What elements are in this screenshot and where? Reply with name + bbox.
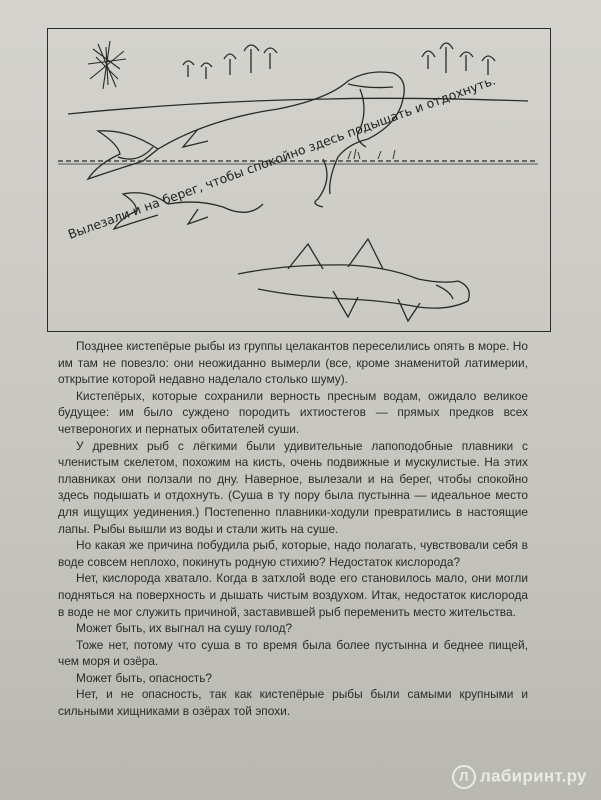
fish-landing-drawing [48,29,551,332]
horizon-line [68,98,528,114]
illustration-caption: Вылезали и на берег, чтобы спокойно здесь подышать и отдохнуть. [65,72,498,242]
paragraph: Но какая же причина побудила рыб, которые, надо полагать, чувствовали себя в воде совсем неплохо, покинуть родную стихию? Недостаток кислорода? [58,538,528,569]
paragraph: Может быть, их выгнал на сушу голод? [76,621,293,636]
upper-fish [88,72,404,207]
distant-trees [183,43,495,79]
watermark [452,765,587,789]
body-text [58,338,528,720]
paragraph: Нет, кислорода хватало. Когда в затхлой воде его становилось мало, они могли подняться на поверхность и дышать чистым воздухом. Итак, недостаток кислорода в воде не мог служить причиной, заставившей рыб переменить место жительства. [58,571,528,619]
illustration-frame [47,28,551,332]
paragraph: Позднее кистепёрые рыбы из группы целакантов переселились опять в море. Но им там не повезло: они неожиданно вымерли (все, кроме знаменитой латимерии, открытие которой недавно наделало столько шуму). [58,339,528,387]
paragraph: Кистепёрых, которые сохранили верность пресным водам, ожидало великое будущее: им было суждено породить ихтиостегов — прямых предков всех четвероногих и пернатых обитателей суши. [58,388,528,436]
paragraph: Может быть, опасность? [76,670,213,685]
lower-fish [238,239,469,321]
paragraph: Тоже нет, потому что суша в то время была более пустынна и беднее пищей, чем моря и озёра. [58,637,528,669]
labirint-logo-icon: Л [452,765,476,789]
paragraph: У древних рыб с лёгкими были удивительные лапоподобные плавники с членистым скелетом, похожим на кисть, очень подвижные и мускулистые. На этих плавниках они ползали по дну. Наверное, вылезали и на берег, чтобы спокойно здесь подышать и отдохнуть. (Суша в ту пору была пустынна — идеальное место для ищущих уединения.) Постепенно плавники-ходули превратились в настоящие лапы. Рыбы вышли из воды и стали жить на суше. [58,438,528,536]
watermark-text: лабиринт.ру [480,766,587,786]
shore-grass [348,149,395,159]
paragraph: Нет, и не опасность, так как кистепёрые рыбы были самыми крупными и сильными хищниками в озёрах той эпохи. [58,687,528,719]
sun-scribble [88,41,126,89]
